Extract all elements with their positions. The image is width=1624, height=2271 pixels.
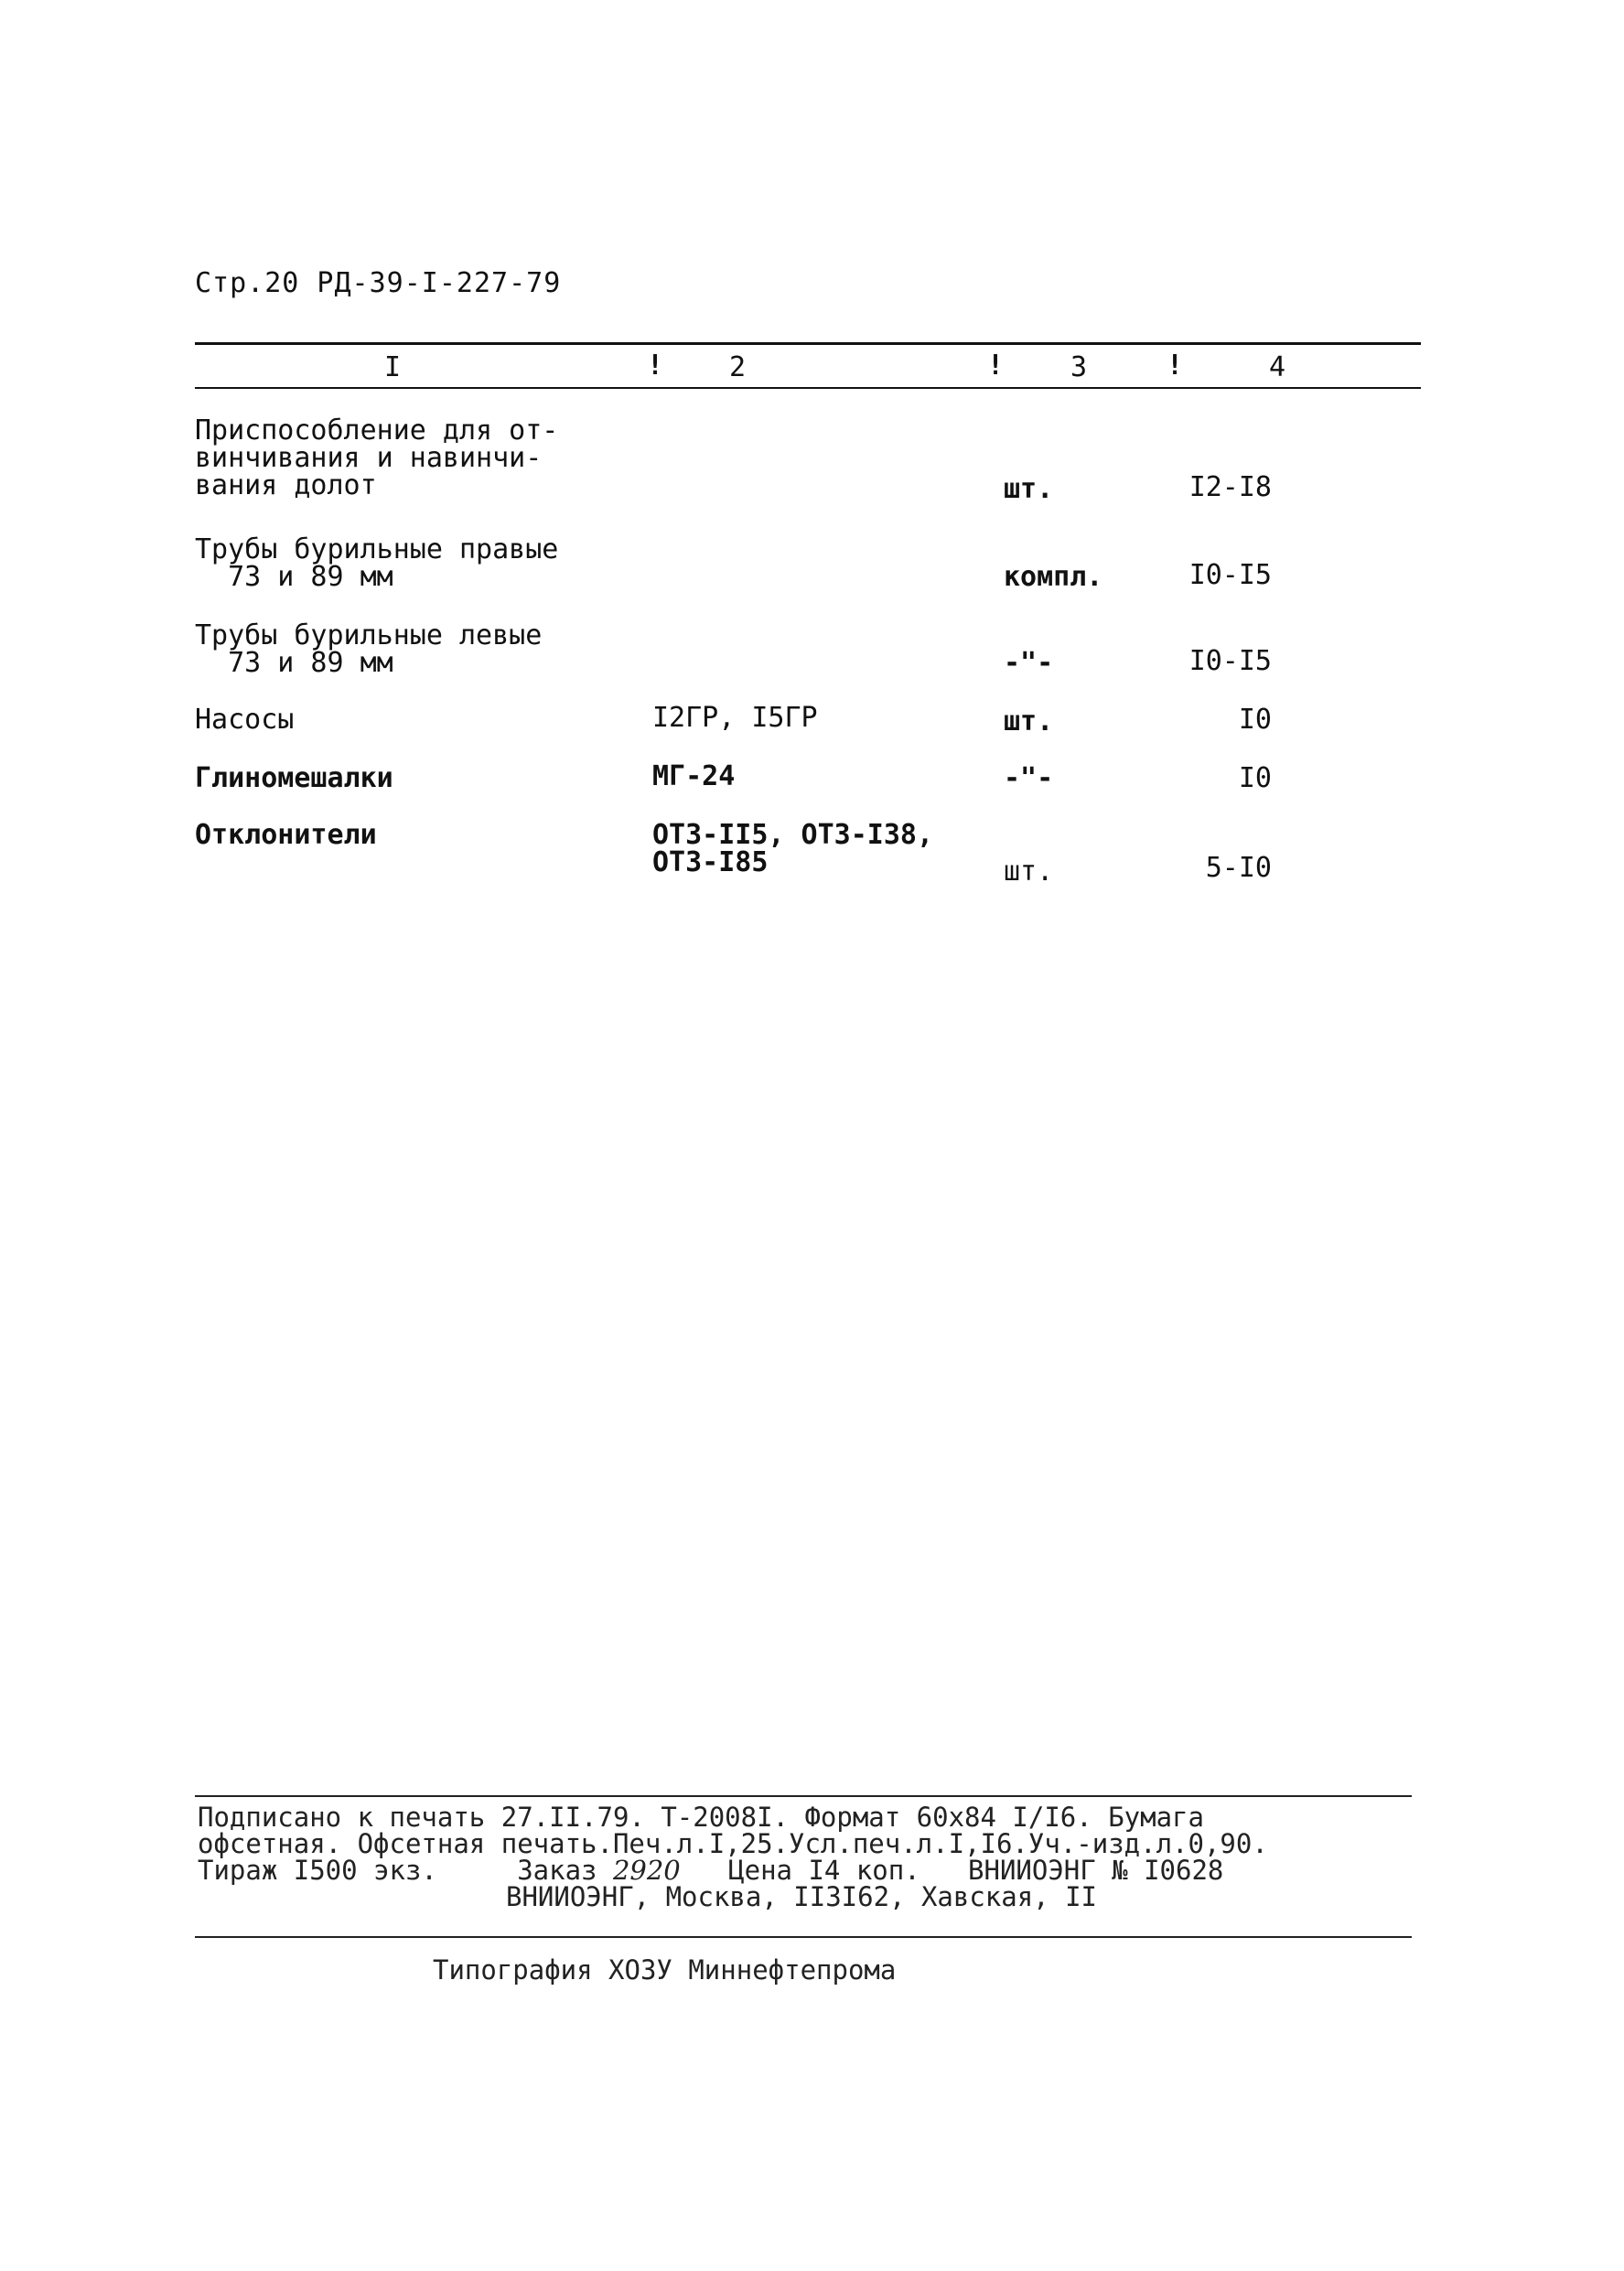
table-cell-name <box>195 706 294 734</box>
name-line: Приспособление для от- <box>195 414 559 447</box>
table-cell-mark <box>652 702 818 734</box>
imprint-line: Подписано к печать 27.II.79. Т-2008I. Формат 60х84 I/I6. Бумага <box>198 1802 1204 1833</box>
table-cell-name <box>195 762 393 794</box>
name-line: 73 и 89 мм <box>195 647 393 679</box>
column-header-4: 4 <box>1269 351 1286 383</box>
table-cell-qty: I0-I5 <box>1188 645 1272 677</box>
imprint-text: Тираж I500 экз. Заказ <box>198 1855 613 1886</box>
name-line: Глиномешалки <box>195 762 393 794</box>
mark-line: I2ГР, I5ГР <box>652 702 818 734</box>
column-header-2: 2 <box>729 351 747 383</box>
table-cell-qty: I0 <box>1238 762 1272 794</box>
table-cell-mark <box>652 819 934 878</box>
table-cell-name <box>195 533 559 593</box>
mark-line: МГ-24 <box>652 760 736 792</box>
column-separator: ! <box>987 350 1005 382</box>
name-line: винчивания и навинчи- <box>195 442 543 474</box>
table-cell-name <box>195 414 559 501</box>
column-separator: ! <box>1167 350 1184 382</box>
mark-line: ОТЗ-I85 <box>652 846 769 878</box>
table-cell-unit: -"- <box>1004 647 1054 679</box>
name-line: вания долот <box>195 469 377 501</box>
printer-line: Типография ХОЗУ Миннефтепрома <box>433 1954 897 1986</box>
table-cell-qty: I0 <box>1238 704 1272 736</box>
name-line: Трубы бурильные левые <box>195 619 543 651</box>
table-cell-unit: шт. <box>1004 705 1054 737</box>
table-cell-mark <box>652 760 736 792</box>
column-separator: ! <box>647 350 664 382</box>
imprint-top-rule <box>195 1795 1412 1797</box>
table-cell-name <box>195 819 377 851</box>
page-header: Стр.20 РД-39-I-227-79 <box>195 267 562 299</box>
table-cell-qty: I0-I5 <box>1188 559 1272 591</box>
imprint-line <box>198 1857 1223 1884</box>
name-line: Отклонители <box>195 819 377 851</box>
order-number: 2920 <box>612 1855 681 1886</box>
imprint-text: Цена I4 коп. ВНИИОЭНГ № I0628 <box>680 1855 1224 1886</box>
name-line: 73 и 89 мм <box>195 561 393 593</box>
name-line: Трубы бурильные правые <box>195 533 559 565</box>
mark-line: ОТЗ-II5, ОТЗ-I38, <box>652 819 934 851</box>
column-header-3: 3 <box>1070 351 1088 383</box>
table-header-rule <box>195 387 1421 389</box>
table-cell-unit: шт. <box>1004 856 1054 888</box>
table-top-rule <box>195 342 1421 345</box>
column-header-1: I <box>384 351 402 383</box>
table-cell-qty: I2-I8 <box>1188 471 1272 503</box>
table-cell-qty: 5-I0 <box>1205 852 1272 884</box>
table-cell-unit: компл. <box>1004 561 1103 593</box>
publisher-address: ВНИИОЭНГ, Москва, II3I62, Хавская, II <box>506 1881 1098 1912</box>
table-cell-unit: -"- <box>1004 762 1054 794</box>
name-line: Насосы <box>195 704 295 736</box>
table-cell-name <box>195 619 543 679</box>
imprint-bottom-rule <box>195 1936 1412 1938</box>
table-cell-unit: шт. <box>1004 473 1054 505</box>
imprint-line: офсетная. Офсетная печать.Печ.л.I,25.Усл.печ.л.I,I6.Уч.-изд.л.0,90. <box>198 1828 1268 1859</box>
